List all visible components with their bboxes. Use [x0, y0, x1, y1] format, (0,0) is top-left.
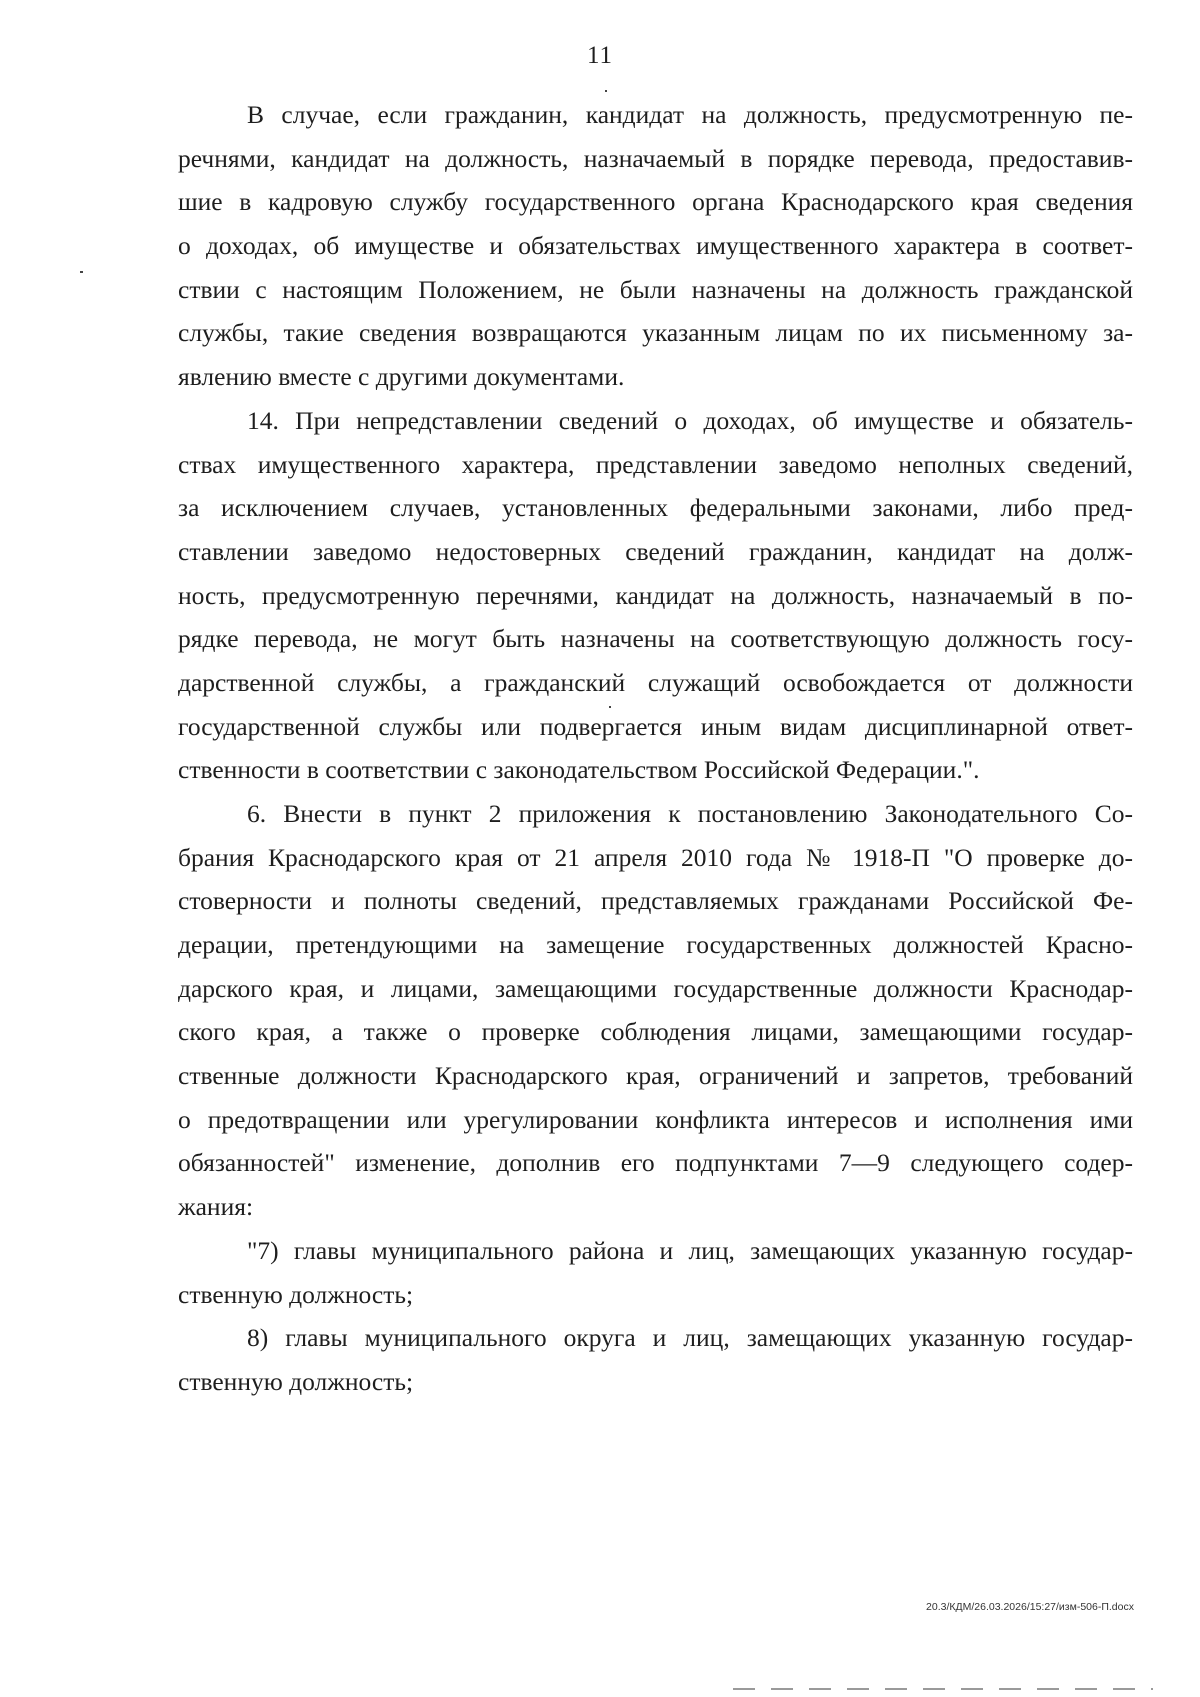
- paragraph-line: ственные должности Краснодарского края, ограничений и запретов, требований: [178, 1061, 1133, 1090]
- paragraph-line: ственную должность;: [178, 1367, 414, 1396]
- paragraph-line: 14. При непредставлении сведений о доходах, об имуществе и обязатель-: [247, 406, 1133, 435]
- paragraph-line: 6. Внести в пункт 2 приложения к постановлению Законодательного Со-: [247, 799, 1133, 828]
- paragraph-line: "7) главы муниципального района и лиц, замещающих указанную государ-: [247, 1236, 1133, 1265]
- scan-speck: [605, 90, 607, 92]
- paragraph-line: обязанностей" изменение, дополнив его подпунктами 7—9 следующего содер-: [178, 1148, 1133, 1177]
- paragraph-line: брания Краснодарского края от 21 апреля 2010 года № 1918-П "О проверке до-: [178, 843, 1133, 872]
- paragraph-line: ставлении заведомо недостоверных сведений гражданин, кандидат на долж-: [178, 537, 1133, 566]
- paragraph-line: речнями, кандидат на должность, назначаемый в порядке перевода, предоставив-: [178, 144, 1133, 173]
- paragraph-line: В случае, если гражданин, кандидат на должность, предусмотренную пе-: [247, 100, 1133, 129]
- scan-speck: [80, 271, 83, 273]
- paragraph-line: ственности в соответствии с законодательством Российской Федерации.".: [178, 755, 980, 784]
- paragraph-line: ского края, а также о проверке соблюдения лицами, замещающими государ-: [178, 1017, 1133, 1046]
- paragraph-line: дерации, претендующими на замещение государственных должностей Красно-: [178, 930, 1133, 959]
- scan-speck: [609, 706, 611, 708]
- paragraph-line: дарственной службы, а гражданский служащий освобождается от должности: [178, 668, 1133, 697]
- footer-file-reference: 20.3/КДМ/26.03.2026/15:27/изм-506-П.docx: [926, 1601, 1134, 1613]
- page-number: 11: [586, 42, 614, 69]
- paragraph-line: ность, предусмотренную перечнями, кандидат на должность, назначаемый в по-: [178, 581, 1133, 610]
- paragraph-line: жания:: [178, 1192, 254, 1221]
- paragraph-line: о предотвращении или урегулировании конфликта интересов и исполнения ими: [178, 1105, 1133, 1134]
- paragraph-line: государственной службы или подвергается иным видам дисциплинарной ответ-: [178, 712, 1133, 741]
- paragraph-line: ственную должность;: [178, 1280, 414, 1309]
- scan-dash-row: [733, 1688, 1153, 1690]
- paragraph-line: за исключением случаев, установленных федеральными законами, либо пред-: [178, 493, 1133, 522]
- paragraph-line: стоверности и полноты сведений, представляемых гражданами Российской Фе-: [178, 886, 1133, 915]
- paragraph-line: шие в кадровую службу государственного органа Краснодарского края сведения: [178, 187, 1133, 216]
- paragraph-line: о доходах, об имуществе и обязательствах имущественного характера в соответ-: [178, 231, 1133, 260]
- paragraph-line: рядке перевода, не могут быть назначены на соответствующую должность госу-: [178, 624, 1133, 653]
- paragraph-line: ствии с настоящим Положением, не были назначены на должность гражданской: [178, 275, 1133, 304]
- paragraph-line: дарского края, и лицами, замещающими государственные должности Краснодар-: [178, 974, 1133, 1003]
- paragraph-line: службы, такие сведения возвращаются указанным лицам по их письменному за-: [178, 318, 1133, 347]
- paragraph-line: ствах имущественного характера, представлении заведомо неполных сведений,: [178, 450, 1133, 479]
- paragraph-line: явлению вместе с другими документами.: [178, 362, 625, 391]
- paragraph-line: 8) главы муниципального округа и лиц, замещающих указанную государ-: [247, 1323, 1133, 1352]
